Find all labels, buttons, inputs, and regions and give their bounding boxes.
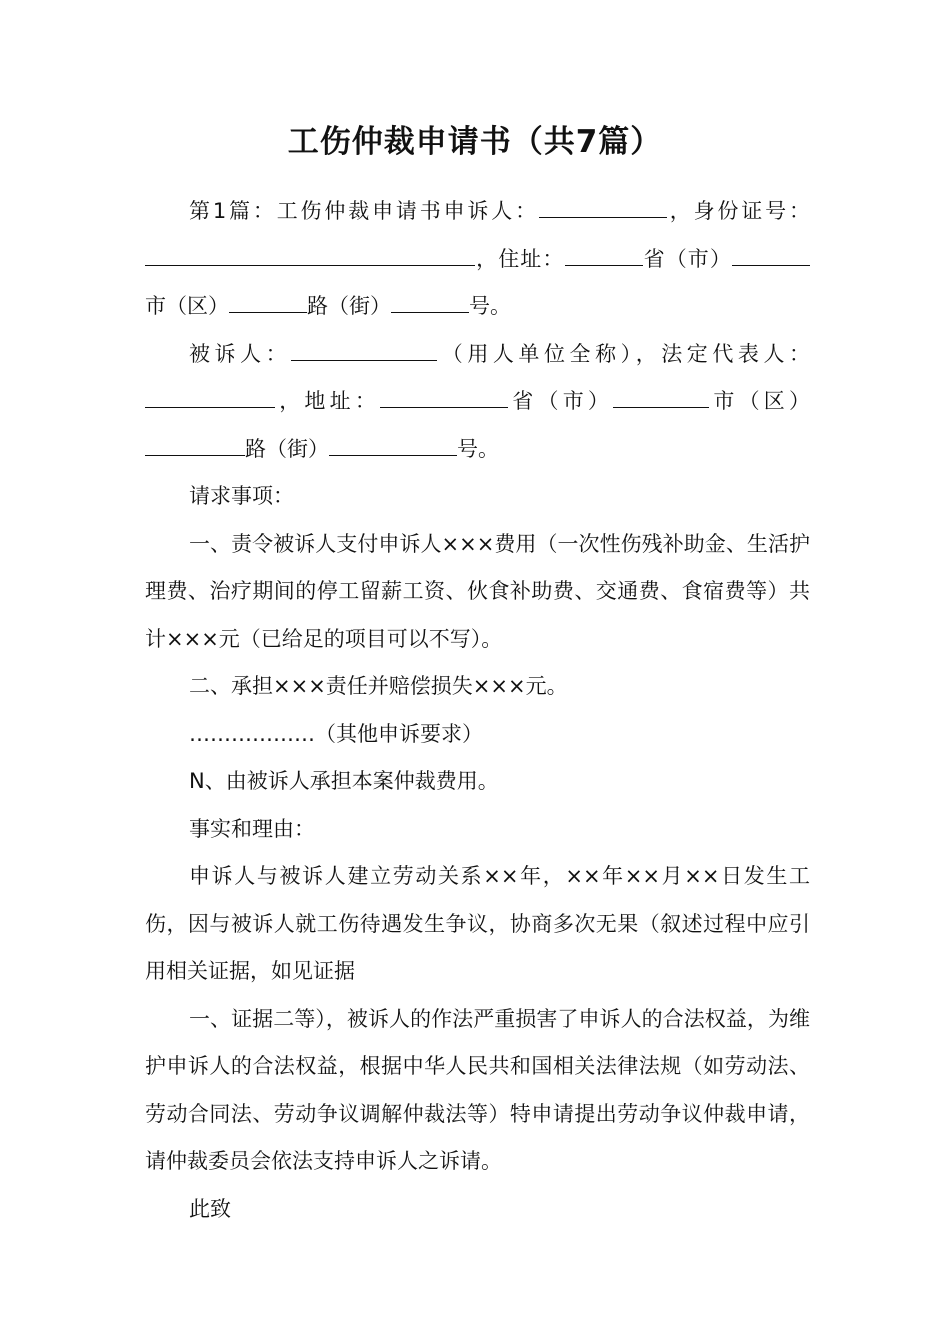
blank-field	[229, 292, 307, 313]
text-segment: （用人单位全称），法定代表人：	[437, 341, 811, 366]
paragraph-request-other: ………………（其他申诉要求）	[189, 721, 483, 746]
text-segment: 号。	[469, 294, 511, 318]
blank-field	[145, 387, 275, 408]
blank-field	[145, 435, 245, 456]
paragraph-requests-heading: 请求事项：	[189, 484, 294, 508]
blank-field	[380, 387, 508, 408]
paragraph-closing: 此致	[189, 1196, 231, 1221]
blank-field	[539, 197, 667, 218]
document-title: 工伤仲裁申请书（共7篇）	[287, 124, 663, 160]
paragraph-request-2: 二、承担×××责任并赔偿损失×××元。	[189, 674, 568, 698]
paragraph-facts-1: 申诉人与被诉人建立劳动关系××年，××年××月××日发生工伤，因与被诉人就工伤待遇发生争议，协商多次无果（叙述过程中应引用相关证据，如见证据	[145, 864, 810, 983]
text-segment: 号。	[457, 436, 499, 461]
paragraph-request-1: 一、责令被诉人支付申诉人×××费用（一次性伤残补助金、生活护理费、治疗期间的停工留薪工资、伙食补助费、交通费、食宿费等）共计×××元（已给足的项目可以不写）。	[145, 531, 810, 651]
text-segment: 市（区）	[709, 389, 811, 413]
blank-field	[613, 387, 709, 408]
text-segment: 市（区）	[145, 294, 229, 318]
paragraph-facts-heading: 事实和理由：	[189, 816, 315, 841]
blank-field	[329, 435, 457, 456]
paragraph-respondent-info	[145, 331, 810, 474]
blank-field	[391, 292, 469, 313]
text-segment: ，身份证号：	[666, 199, 810, 223]
paragraph-request-n: N、由被诉人承担本案仲裁费用。	[189, 769, 499, 793]
paragraph-applicant-info	[145, 188, 810, 331]
blank-field	[565, 245, 643, 266]
blank-field	[145, 245, 475, 266]
text-segment: 省（市）	[508, 389, 614, 413]
text-segment: 被诉人：	[189, 341, 292, 366]
blank-field	[732, 245, 810, 266]
text-segment: 省（市）	[642, 246, 732, 271]
text-segment: 路（街）	[307, 294, 391, 318]
document-body	[145, 188, 810, 1233]
text-segment: ，住址：	[475, 246, 565, 271]
text-segment: 第1篇：工伤仲裁申请书申诉人：	[189, 199, 539, 223]
paragraph-facts-2: 一、证据二等），被诉人的作法严重损害了申诉人的合法权益，为维护申诉人的合法权益，根据中华人民共和国相关法律法规（如劳动法、劳动合同法、劳动争议调解仲裁法等）特申请提出劳动争议仲裁申请，请仲裁委员会依法支持申诉人之诉请。	[145, 1006, 810, 1173]
text-segment: 路（街）	[245, 436, 329, 461]
text-segment: ，地址：	[275, 389, 381, 413]
blank-field	[291, 340, 437, 361]
